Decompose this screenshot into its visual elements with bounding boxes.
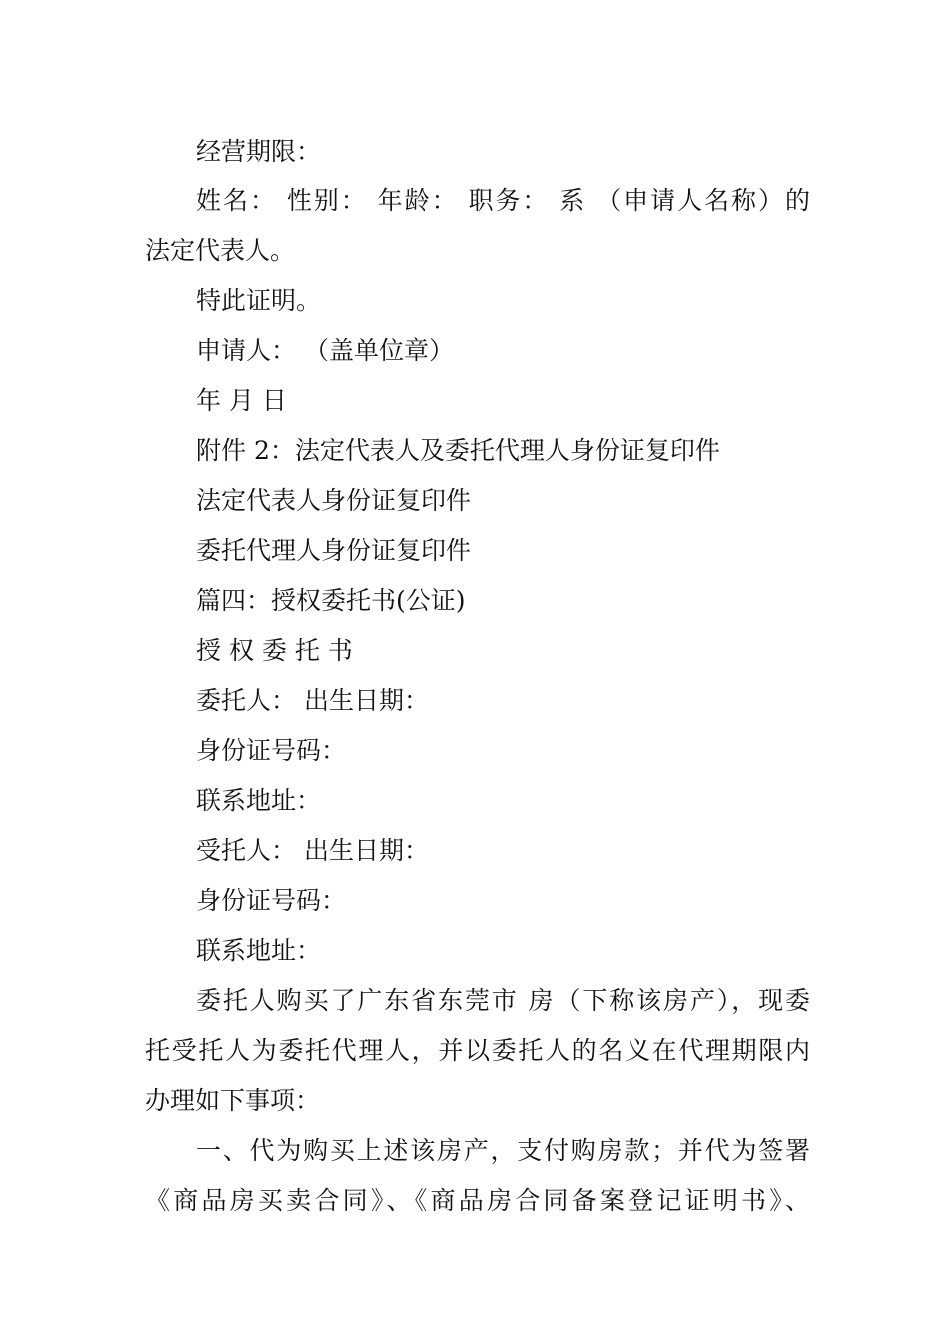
paragraph-line-3: 办理如下事项： [145,1086,321,1115]
authorization-title: 授 权 委 托 书 [196,636,353,665]
agent-id-line: 身份证号码： [196,886,347,915]
principal-line: 委托人： 出生日期： [196,686,429,715]
date-line: 年 月 日 [196,386,287,415]
legal-rep-id-copy-line: 法定代表人身份证复印件 [196,486,472,515]
agent-address-line: 联系地址： [196,936,322,965]
item-line-2: 《商品房买卖合同》、《商品房合同备案登记证明书》、 [145,1186,810,1215]
paragraph-line-2: 托受托人为委托代理人，并以委托人的名义在代理期限内 [145,1036,810,1065]
item-line-1: 一、代为购买上述该房产，支付购房款；并代为签署 [196,1136,810,1165]
business-term-line: 经营期限： [196,137,322,166]
paragraph-line-1: 委托人购买了广东省东莞市 房（下称该房产），现委 [196,986,810,1015]
agent-line: 受托人： 出生日期： [196,836,429,865]
attachment-title: 附件 2：法定代表人及委托代理人身份证复印件 [196,436,720,465]
agent-id-copy-line: 委托代理人身份证复印件 [196,536,472,565]
principal-address-line: 联系地址： [196,786,322,815]
representative-info-line: 姓名： 性别： 年龄： 职务： 系 （申请人名称）的 [196,186,810,215]
legal-representative-line: 法定代表人。 [145,236,296,265]
certification-line: 特此证明。 [196,286,322,315]
principal-id-line: 身份证号码： [196,736,347,765]
applicant-seal-line: 申请人： （盖单位章） [196,336,454,365]
section-heading: 篇四：授权委托书(公证) [196,586,466,615]
